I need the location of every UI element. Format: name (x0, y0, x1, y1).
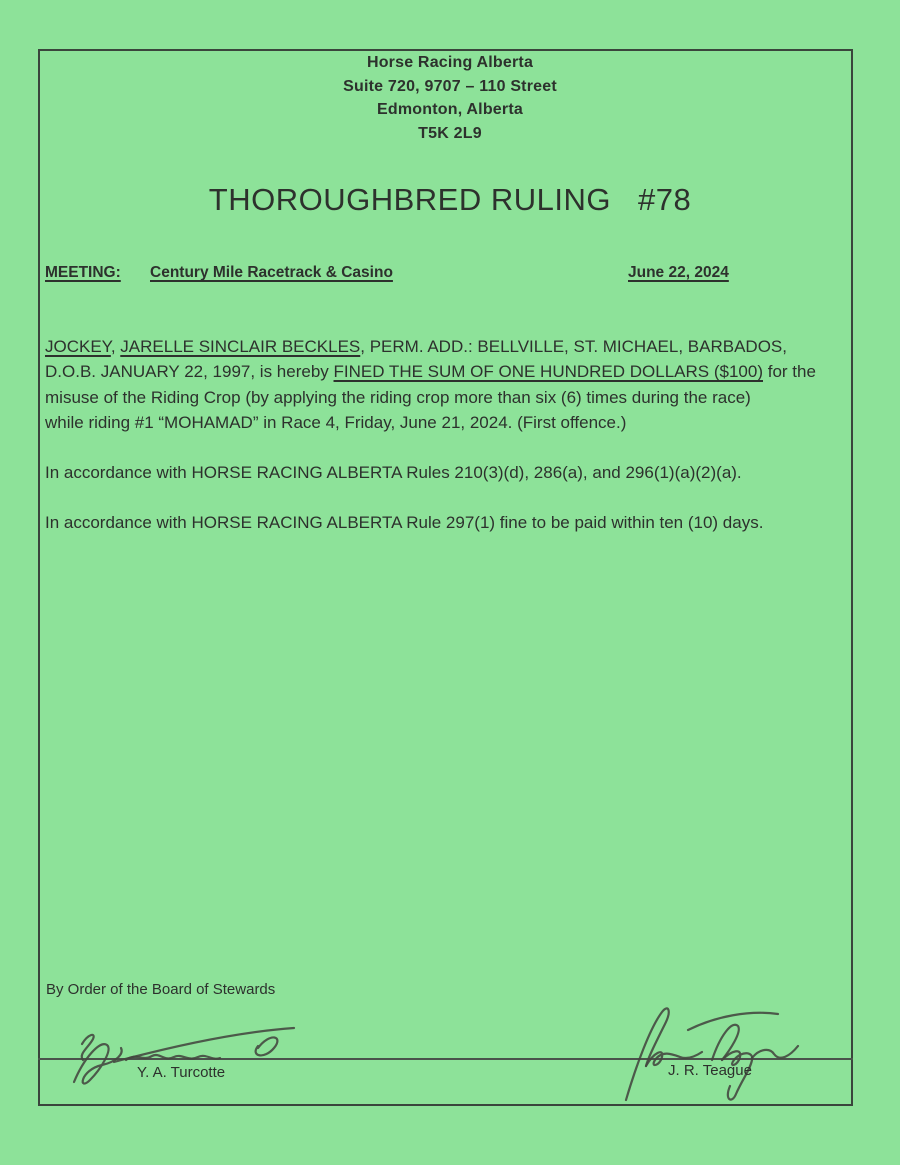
letterhead (0, 51, 900, 145)
meeting-label: MEETING: (45, 264, 121, 281)
org-city: Edmonton, Alberta (377, 101, 523, 118)
org-postal-code: T5K 2L9 (418, 124, 482, 142)
ruling-line: while riding #1 “MOHAMAD” in Race 4, Friday, June 21, 2024. (First offence.) (45, 412, 627, 432)
ruling-line: D.O.B. JANUARY 22, 1997, is hereby FINED THE SUM OF ONE HUNDRED DOLLARS ($100) for the (45, 362, 816, 382)
ruling-line: JOCKEY, JARELLE SINCLAIR BECKLES, PERM. ADD.: BELLVILLE, ST. MICHAEL, BARBADOS, (45, 337, 787, 356)
ruling-paragraph (45, 460, 853, 485)
ruling-number: #78 (637, 182, 692, 217)
ruling-line: misuse of the Riding Crop (by applying the riding crop more than six (6) times during the race) (45, 387, 751, 407)
signer-name-left: Y. A. Turcotte (137, 1064, 226, 1081)
title-text: THOROUGHBRED RULING (208, 182, 611, 217)
meeting-date: June 22, 2024 (628, 264, 729, 281)
ruling-paragraph (45, 334, 853, 435)
ruling-line: In accordance with HORSE RACING ALBERTA Rules 210(3)(d), 286(a), and 296(1)(a)(2)(a). (45, 463, 742, 483)
org-name: Horse Racing Alberta (366, 54, 534, 71)
ruling-paragraph (45, 510, 853, 535)
org-address: Suite 720, 9707 – 110 Street (343, 77, 557, 95)
document-title (0, 182, 900, 218)
ruling-paragraphs (45, 334, 853, 561)
meeting-row (0, 264, 900, 286)
turcotte-signature (66, 1016, 301, 1096)
by-order-text: By Order of the Board of Stewards (46, 981, 276, 998)
signer-name-right: J. R. Teague (668, 1062, 752, 1079)
teague-signature (592, 1000, 807, 1105)
meeting-venue: Century Mile Racetrack & Casino (150, 264, 393, 281)
ruling-line: In accordance with HORSE RACING ALBERTA Rule 297(1) fine to be paid within ten (10) days. (45, 513, 764, 533)
